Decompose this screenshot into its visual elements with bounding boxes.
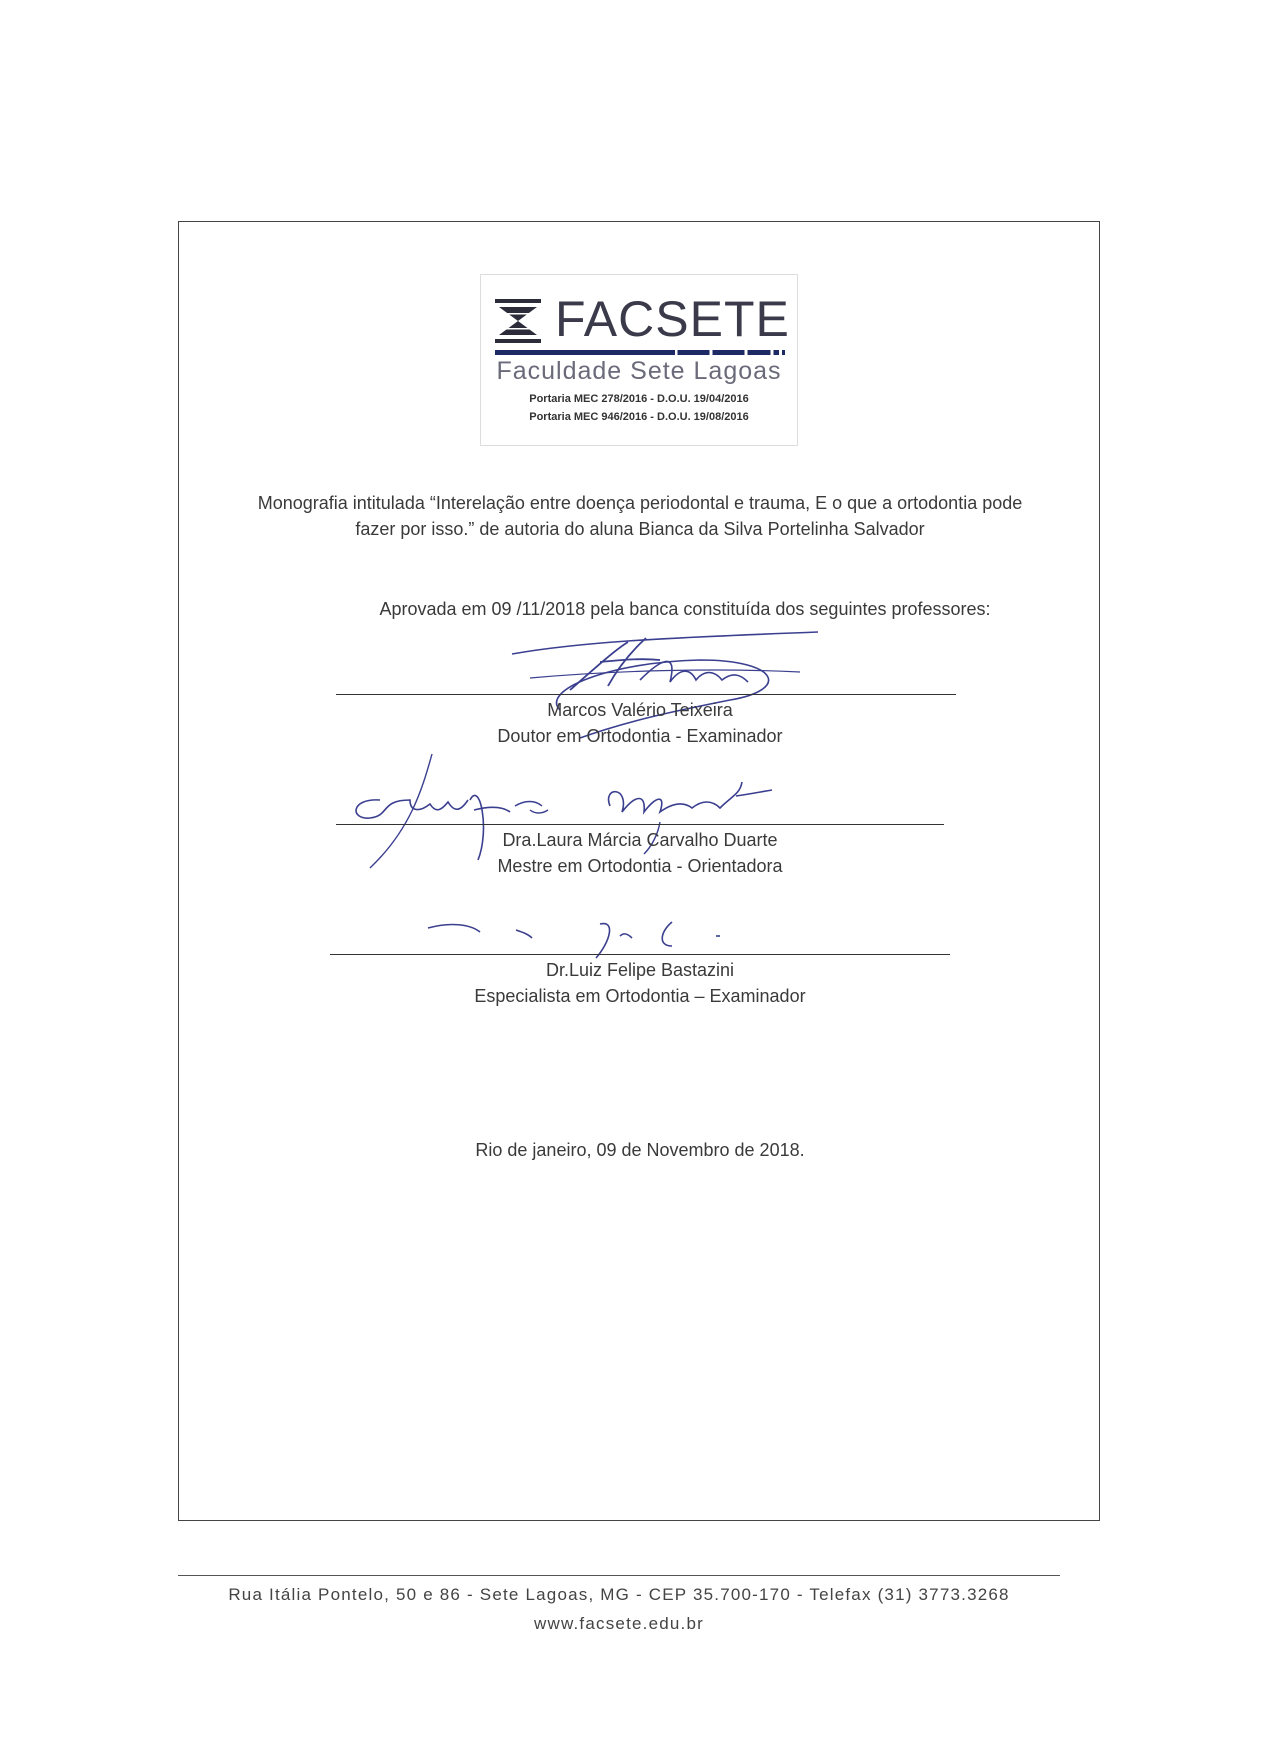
approval-text: Aprovada em 09 /11/2018 pela banca constituída dos seguintes professores:: [379, 599, 991, 619]
logo-subtitle: Faculdade Sete Lagoas: [496, 357, 782, 385]
examiner-1-name: Marcos Valério Teixeira: [547, 700, 733, 720]
logo-top: [493, 291, 790, 347]
examiner-2-name: Dra.Laura Márcia Carvalho Duarte: [502, 830, 778, 850]
examiner-3-name: Dr.Luiz Felipe Bastazini: [545, 960, 735, 980]
facsete-emblem-icon: [495, 299, 541, 343]
monograph-title-line-1: Monografia intitulada “Interelação entre doença periodontal e trauma, E o que a ortodontia pode: [257, 493, 1023, 513]
footer-website: www.facsete.edu.br: [534, 1614, 704, 1633]
facsete-logo: [480, 274, 798, 446]
logo-portaria-2: Portaria MEC 946/2016 - D.O.U. 19/08/2016: [529, 411, 749, 423]
footer-address: Rua Itália Pontelo, 50 e 86 - Sete Lagoas, MG - CEP 35.700-170 - Telefax (31) 3773.3268: [228, 1585, 1010, 1604]
signature-line-1: [336, 694, 956, 695]
footer-divider: [178, 1575, 1060, 1576]
signature-line-2: [336, 824, 944, 825]
logo-portaria-1: Portaria MEC 278/2016 - D.O.U. 19/04/2016: [529, 393, 749, 405]
signature-line-3: [330, 954, 950, 955]
examiner-3-role: Especialista em Ortodontia – Examinador: [474, 986, 806, 1006]
logo-bar: [495, 350, 785, 355]
examiner-2-role: Mestre em Ortodontia - Orientadora: [497, 856, 783, 876]
closing-date: Rio de janeiro, 09 de Novembro de 2018.: [475, 1140, 805, 1160]
logo-name: FACSETE: [555, 291, 790, 347]
monograph-title-line-2: fazer por isso.” de autoria do aluna Bianca da Silva Portelinha Salvador: [355, 519, 925, 539]
examiner-1-role: Doutor em Ortodontia - Examinador: [497, 726, 783, 746]
